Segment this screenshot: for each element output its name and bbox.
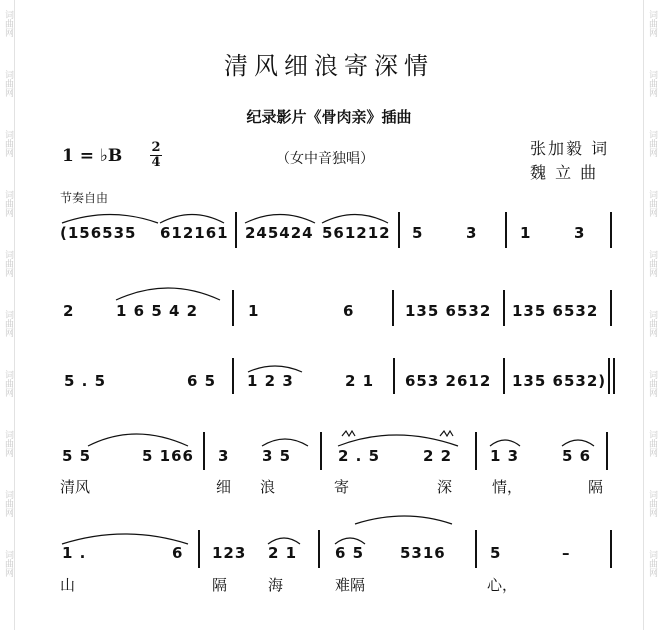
watermark: 词曲网 bbox=[647, 250, 657, 277]
note: – bbox=[562, 544, 571, 562]
lyricist-credit: 张加毅 词 bbox=[530, 139, 610, 158]
note: 5 bbox=[490, 544, 502, 562]
slur bbox=[335, 538, 365, 544]
note-group: 5 5 bbox=[62, 447, 92, 465]
note: 3 bbox=[218, 447, 230, 465]
note-group: 6 5 bbox=[187, 372, 217, 390]
note-group: 1 . bbox=[62, 544, 87, 562]
note-group: 561212 bbox=[322, 224, 391, 242]
note: 1 bbox=[248, 302, 260, 320]
note-group: 2 . 5 bbox=[338, 447, 381, 465]
slur bbox=[262, 439, 308, 446]
slur bbox=[62, 215, 158, 224]
note-group: 6 5 bbox=[335, 544, 365, 562]
slur bbox=[338, 435, 458, 446]
note-group: (156535 bbox=[60, 224, 137, 242]
watermark: 词曲网 bbox=[3, 250, 13, 277]
lyric: 细 bbox=[216, 478, 232, 496]
lyric: 隔 bbox=[588, 478, 604, 496]
note-group: 2 1 bbox=[268, 544, 298, 562]
slur bbox=[355, 516, 452, 524]
note-group: 135 6532) bbox=[512, 372, 607, 390]
lyric: 情， bbox=[492, 478, 523, 496]
watermark: 词曲网 bbox=[3, 430, 13, 457]
slur bbox=[116, 288, 220, 300]
time-signature-top: 2 bbox=[151, 140, 161, 155]
slur bbox=[268, 538, 300, 544]
lyric: 心， bbox=[487, 576, 518, 594]
watermark: 词曲网 bbox=[647, 430, 657, 457]
trill-mark bbox=[342, 431, 355, 436]
note-group: 5 166 bbox=[142, 447, 194, 465]
watermark: 词曲网 bbox=[3, 490, 13, 517]
watermark: 词曲网 bbox=[3, 310, 13, 337]
note-group: 5316 bbox=[400, 544, 446, 562]
lyric: 难隔 bbox=[335, 576, 366, 594]
note-group: 1 2 3 bbox=[247, 372, 294, 390]
note-group: 135 6532 bbox=[405, 302, 492, 320]
note-group: 5 6 bbox=[562, 447, 592, 465]
note: 6 bbox=[343, 302, 355, 320]
watermark: 词曲网 bbox=[647, 490, 657, 517]
watermark: 词曲网 bbox=[647, 550, 657, 577]
note-group: 1 3 bbox=[490, 447, 520, 465]
lyric: 清风 bbox=[60, 478, 91, 496]
lyric: 山 bbox=[60, 576, 76, 594]
lyric: 海 bbox=[268, 576, 284, 594]
watermark: 词曲网 bbox=[647, 310, 657, 337]
watermark: 词曲网 bbox=[647, 70, 657, 97]
note: 3 bbox=[574, 224, 586, 242]
watermark: 词曲网 bbox=[3, 190, 13, 217]
note: 6 bbox=[172, 544, 184, 562]
slur bbox=[322, 215, 388, 224]
watermark: 词曲网 bbox=[3, 10, 13, 37]
watermark: 词曲网 bbox=[647, 130, 657, 157]
song-title: 清风细浪寄深情 bbox=[224, 52, 434, 80]
note-group: 612161 bbox=[160, 224, 229, 242]
trill-mark bbox=[440, 431, 453, 436]
lyric: 深 bbox=[437, 478, 453, 496]
time-signature-bottom: 4 bbox=[151, 155, 161, 170]
key-signature: 1 = ♭B bbox=[62, 146, 123, 166]
note-group: 2 1 bbox=[345, 372, 375, 390]
slur bbox=[490, 440, 520, 446]
song-subtitle: 纪录影片《骨肉亲》插曲 bbox=[246, 108, 412, 126]
slur bbox=[248, 366, 302, 372]
watermark: 词曲网 bbox=[3, 130, 13, 157]
note: 5 bbox=[412, 224, 424, 242]
note-group: 1 6 5 4 2 bbox=[116, 302, 199, 320]
tempo-marking: 节奏自由 bbox=[60, 191, 109, 205]
watermark: 词曲网 bbox=[3, 370, 13, 397]
lyric: 浪 bbox=[260, 478, 276, 496]
note-group: 135 6532 bbox=[512, 302, 599, 320]
lyric: 隔 bbox=[212, 576, 228, 594]
slur bbox=[88, 434, 188, 446]
slur bbox=[160, 215, 224, 224]
watermark: 词曲网 bbox=[647, 10, 657, 37]
note: 1 bbox=[520, 224, 532, 242]
note-group: 123 bbox=[212, 544, 247, 562]
watermark: 词曲网 bbox=[3, 70, 13, 97]
note-group: 5 . 5 bbox=[64, 372, 107, 390]
note-group: 653 2612 bbox=[405, 372, 492, 390]
watermark: 词曲网 bbox=[3, 550, 13, 577]
watermark: 词曲网 bbox=[647, 190, 657, 217]
note: 3 bbox=[466, 224, 478, 242]
slur bbox=[245, 215, 315, 224]
composer-credit: 魏 立 曲 bbox=[530, 163, 599, 182]
note-group: 2 2 bbox=[423, 447, 453, 465]
note: 2 bbox=[63, 302, 75, 320]
voice-type: （女中音独唱） bbox=[276, 151, 374, 167]
note-group: 245424 bbox=[245, 224, 314, 242]
lyric: 寄 bbox=[334, 478, 350, 496]
slur bbox=[62, 534, 188, 544]
watermark: 词曲网 bbox=[647, 370, 657, 397]
slur bbox=[562, 440, 594, 446]
note-group: 3 5 bbox=[262, 447, 292, 465]
